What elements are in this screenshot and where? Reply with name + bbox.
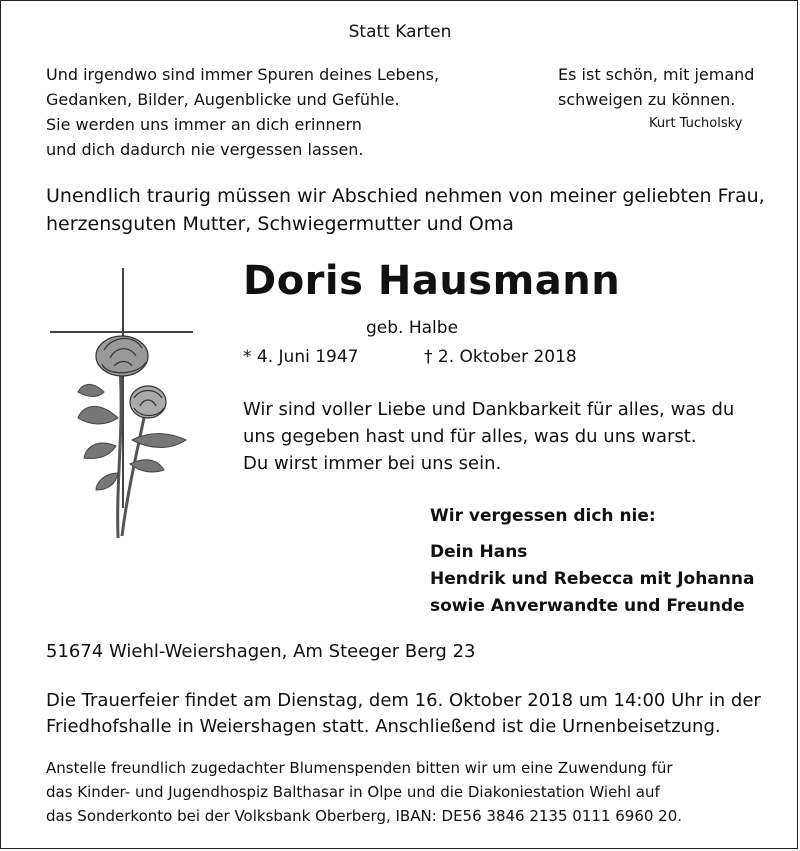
donation-line: Anstelle freundlich zugedachter Blumenspenden bitten wir um eine Zuwendung für: [46, 759, 673, 777]
tribute-line: Wir sind voller Liebe und Dankbarkeit für alles, was du: [243, 399, 735, 420]
funeral-line: Die Trauerfeier findet am Dienstag, dem 16. Oktober 2018 um 14:00 Uhr in der: [46, 690, 761, 711]
tribute-line: Du wirst immer bei uns sein.: [243, 453, 502, 474]
poem-line: und dich dadurch nie vergessen lassen.: [46, 140, 364, 159]
address: 51674 Wiehl-Weiershagen, Am Steeger Berg 23: [46, 641, 476, 662]
tribute-line: uns gegeben hast und für alles, was du uns warst.: [243, 426, 697, 447]
quote-author: Kurt Tucholsky: [649, 116, 743, 131]
birth-date: * 4. Juni 1947: [243, 347, 359, 367]
donation-line: das Sonderkonto bei der Volksbank Oberberg, IBAN: DE56 3846 2135 0111 6960 20.: [46, 807, 683, 825]
mourner-line: Dein Hans: [430, 542, 528, 562]
tribute-text: [243, 396, 734, 477]
death-date: † 2. Oktober 2018: [424, 347, 577, 367]
header-title: Statt Karten: [348, 22, 452, 42]
poem: [46, 62, 439, 162]
intro-text: [46, 182, 765, 238]
mourners-heading: Wir vergessen dich nie:: [430, 506, 656, 526]
funeral-info: [46, 688, 761, 740]
intro-line: Unendlich traurig müssen wir Abschied nehmen von meiner geliebten Frau,: [46, 185, 765, 207]
intro-line: herzensguten Mutter, Schwiegermutter und Oma: [46, 213, 514, 235]
poem-line: Gedanken, Bilder, Augenblicke und Gefühle.: [46, 90, 400, 109]
donation-info: [46, 756, 682, 828]
cross-with-roses-icon: [46, 268, 196, 544]
mourner-line: Hendrik und Rebecca mit Johanna: [430, 569, 755, 589]
maiden-name: geb. Halbe: [366, 318, 459, 338]
donation-line: das Kinder- und Jugendhospiz Balthasar in Olpe und die Diakoniestation Wiehl auf: [46, 783, 660, 801]
funeral-line: Friedhofshalle in Weiershagen statt. Anschließend ist die Urnenbeisetzung.: [46, 716, 721, 737]
quote-line: schweigen zu können.: [558, 90, 736, 109]
mourner-line: sowie Anverwandte und Freunde: [430, 596, 745, 616]
quote-line: Es ist schön, mit jemand: [558, 65, 755, 84]
quote: [558, 62, 754, 112]
mourners-list: [430, 539, 754, 620]
poem-line: Und irgendwo sind immer Spuren deines Lebens,: [46, 65, 440, 84]
poem-line: Sie werden uns immer an dich erinnern: [46, 115, 362, 134]
deceased-name: Doris Hausmann: [243, 258, 621, 304]
